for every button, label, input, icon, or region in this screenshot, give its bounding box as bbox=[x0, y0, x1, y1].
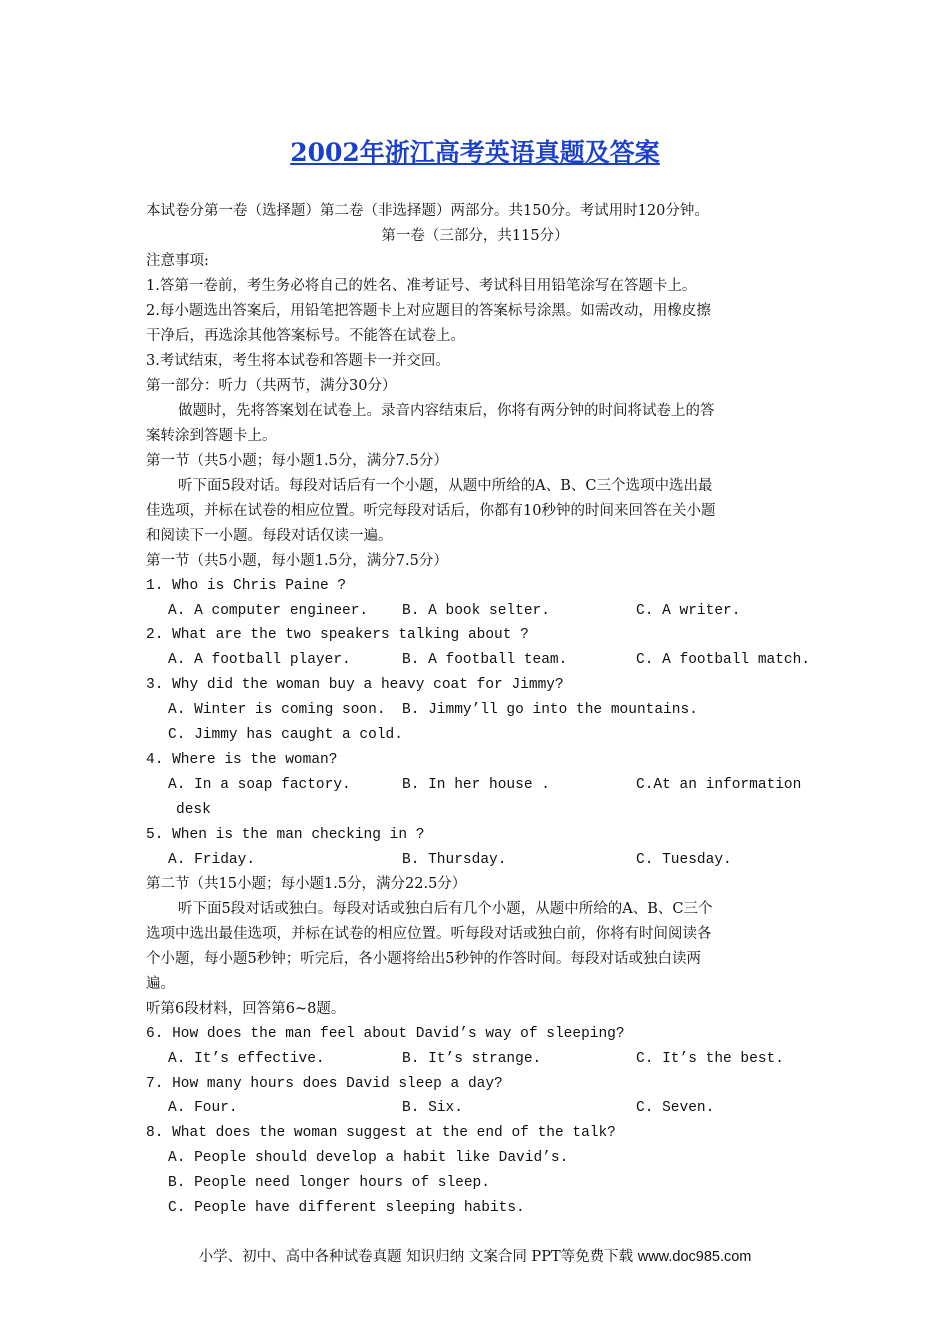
question-6: 6. How does the man feel about David’s way of sleeping? bbox=[146, 1026, 625, 1042]
intro-text: 本试卷分第一卷（选择题）第二卷（非选择题）两部分。共150分。考试用时120分钟。 bbox=[146, 203, 709, 219]
q4-option-b: B. In her house . bbox=[402, 777, 550, 793]
footer-text: 小学、初中、高中各种试卷真题 知识归纳 文案合同 PPT等免费下载 bbox=[198, 1249, 634, 1265]
q1-option-a: A. A computer engineer. bbox=[168, 603, 369, 619]
notice-heading: 注意事项: bbox=[146, 253, 209, 269]
notice-1: 1.答第一卷前，考生务必将自己的姓名、准考证号、考试科目用铅笔涂写在答题卡上。 bbox=[146, 278, 697, 294]
q4-option-c-cont: desk bbox=[176, 802, 211, 818]
q2-option-b: B. A football team. bbox=[402, 652, 568, 668]
section1-desc-b: 佳选项，并标在试卷的相应位置。听完每段对话后，你都有10秒钟的时间来回答在关小题 bbox=[146, 503, 716, 519]
q3-option-a: A. Winter is coming soon. bbox=[168, 702, 386, 718]
section2-desc-b: 选项中选出最佳选项，并标在试卷的相应位置。听每段对话或独白前，你将有时间阅读各 bbox=[146, 926, 712, 942]
notice-3: 3.考试结束，考生将本试卷和答题卡一并交回。 bbox=[146, 353, 450, 369]
q8-option-c: C. People have different sleeping habits. bbox=[168, 1200, 525, 1216]
q7-option-b: B. Six. bbox=[402, 1100, 463, 1116]
q7-option-a: A. Four. bbox=[168, 1100, 238, 1116]
section1-desc-a: 听下面5段对话。每段对话后有一个小题，从题中所给的A、B、C三个选项中选出最 bbox=[178, 478, 713, 494]
question-8: 8. What does the woman suggest at the end of the talk? bbox=[146, 1125, 616, 1141]
page-footer bbox=[0, 1245, 950, 1266]
part1-desc-a: 做题时，先将答案划在试卷上。录音内容结束后，你将有两分钟的时间将试卷上的答 bbox=[178, 403, 715, 419]
section2-heading: 第二节（共15小题；每小题1.5分，满分22.5分） bbox=[146, 876, 467, 892]
q1-option-c: C. A writer. bbox=[636, 603, 741, 619]
notice-2-line-a: 2.每小题选出答案后，用铅笔把答题卡上对应题目的答案标号涂黑。如需改动，用橡皮擦 bbox=[146, 303, 711, 319]
q6-option-b: B. It’s strange. bbox=[402, 1051, 542, 1067]
q1-option-b: B. A book selter. bbox=[402, 603, 550, 619]
question-3: 3. Why did the woman buy a heavy coat for Jimmy? bbox=[146, 677, 564, 693]
footer-link[interactable]: www.doc985.com bbox=[637, 1249, 752, 1265]
question-4: 4. Where is the woman? bbox=[146, 752, 338, 768]
section2-desc-c: 个小题，每小题5秒钟；听完后，各小题将给出5秒钟的作答时间。每段对话或独白读两 bbox=[146, 951, 701, 967]
volume-heading: 第一卷（三部分，共115分） bbox=[381, 228, 569, 244]
q7-option-c: C. Seven. bbox=[636, 1100, 715, 1116]
page-title[interactable]: 2002年浙江高考英语真题及答案 bbox=[290, 138, 660, 167]
q5-option-a: A. Friday. bbox=[168, 852, 256, 868]
q6-option-a: A. It’s effective. bbox=[168, 1051, 325, 1067]
q8-option-a: A. People should develop a habit like David’s. bbox=[168, 1150, 569, 1166]
section1-heading: 第一节（共5小题；每小题1.5分，满分7.5分） bbox=[146, 453, 448, 469]
section1-desc-c: 和阅读下一小题。每段对话仅读一遍。 bbox=[146, 528, 393, 544]
q4-option-c: C.At an information bbox=[636, 777, 802, 793]
section1-heading-repeat: 第一节（共5小题，每小题1.5分，满分7.5分） bbox=[146, 553, 448, 569]
question-7: 7. How many hours does David sleep a day? bbox=[146, 1076, 503, 1092]
part1-heading: 第一部分：听力（共两节，满分30分） bbox=[146, 378, 397, 394]
q3-option-c: C. Jimmy has caught a cold. bbox=[168, 727, 403, 743]
question-2: 2. What are the two speakers talking about ? bbox=[146, 627, 529, 643]
part1-desc-b: 案转涂到答题卡上。 bbox=[146, 428, 277, 444]
question-1: 1. Who is Chris Paine ? bbox=[146, 578, 347, 594]
q8-option-b: B. People need longer hours of sleep. bbox=[168, 1175, 490, 1191]
section2-desc-d: 遍。 bbox=[146, 976, 175, 992]
material-6-heading: 听第6段材料，回答第6~8题。 bbox=[146, 1001, 346, 1017]
section2-desc-a: 听下面5段对话或独白。每段对话或独白后有几个小题，从题中所给的A、B、C三个 bbox=[178, 901, 713, 917]
question-5: 5. When is the man checking in ? bbox=[146, 827, 425, 843]
q2-option-c: C. A football match. bbox=[636, 652, 811, 668]
q3-option-b: B. Jimmy’ll go into the mountains. bbox=[402, 702, 698, 718]
q6-option-c: C. It’s the best. bbox=[636, 1051, 784, 1067]
q2-option-a: A. A football player. bbox=[168, 652, 351, 668]
q4-option-a: A. In a soap factory. bbox=[168, 777, 351, 793]
q5-option-c: C. Tuesday. bbox=[636, 852, 732, 868]
notice-2-line-b: 干净后，再选涂其他答案标号。不能答在试卷上。 bbox=[146, 328, 465, 344]
q5-option-b: B. Thursday. bbox=[402, 852, 507, 868]
